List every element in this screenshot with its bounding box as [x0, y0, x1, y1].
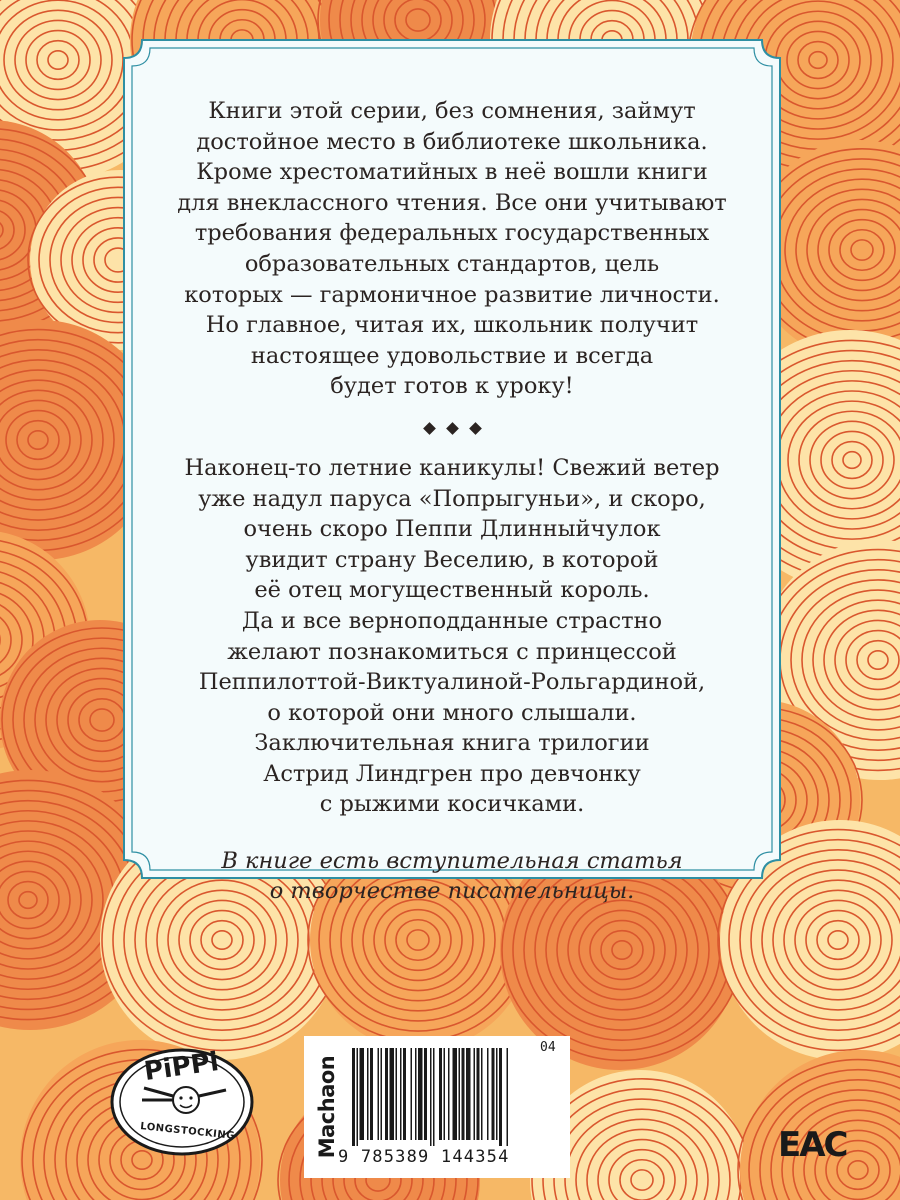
text-line: с рыжими косичками. — [319, 791, 585, 818]
text-line: Астрид Линдгрен про девчонку — [263, 760, 641, 787]
text-line: которых — гармоничное развитие личности. — [184, 281, 720, 308]
description-panel — [122, 38, 782, 905]
text-line: Пеппилоттой-Виктуалиной-Рольгардиной, — [198, 669, 706, 696]
series-intro-paragraph — [162, 96, 742, 402]
pippi-longstocking-badge — [104, 1040, 264, 1160]
text-line: о творчестве писательницы. — [269, 878, 635, 905]
isbn-barcode — [352, 1048, 566, 1146]
text-line: уже надул паруса «Попрыгуньи», и скоро, — [198, 485, 706, 512]
text-line: требования федеральных государственных — [194, 220, 710, 247]
text-line: Заключительная книга трилогии — [254, 730, 650, 757]
text-line: очень скоро Пеппи Длинныйчулок — [243, 516, 661, 543]
isbn-digits: 9 785389 144354 — [338, 1147, 510, 1167]
text-line: достойное место в библиотеке школьника. — [196, 128, 708, 155]
publisher-name: Machaon — [315, 1055, 339, 1159]
text-line: о которой они много слышали. — [267, 699, 637, 726]
badge-title: PiPPi — [142, 1046, 221, 1088]
text-line: В книге есть вступительная статья — [221, 848, 683, 875]
text-line: Кроме хрестоматийных в неё вошли книги — [196, 159, 708, 186]
text-line: Да и все верноподданные страстно — [241, 607, 663, 634]
intro-article-note — [162, 846, 742, 906]
description-text — [162, 96, 742, 906]
text-line: Книги этой серии, без сомнения, займут — [208, 98, 696, 124]
barcode-addon: 04 — [540, 1040, 556, 1055]
text-line: Наконец-то летние каникулы! Свежий ветер — [184, 454, 720, 481]
text-line: Но главное, читая их, школьник получит — [205, 312, 699, 339]
eac-mark-text: EAC — [778, 1125, 847, 1165]
text-line: её отец могущественный король. — [254, 577, 650, 604]
eac-certification-mark — [778, 1124, 847, 1166]
book-summary-paragraph — [162, 453, 742, 820]
text-line: будет готов к уроку! — [330, 373, 574, 400]
ornament-divider — [162, 424, 742, 433]
diamond-icon — [469, 422, 482, 435]
diamond-icon — [446, 422, 459, 435]
diamond-icon — [423, 422, 436, 435]
text-line: для внеклассного чтения. Все они учитывают — [177, 189, 727, 216]
text-line: увидит страну Веселию, в которой — [245, 546, 659, 573]
text-line: желают познакомиться с принцессой — [227, 638, 677, 665]
text-line: образовательных стандартов, цель — [244, 250, 660, 277]
text-line: настоящее удовольствие и всегда — [250, 342, 654, 369]
badge-subtitle: LONGSTOCKING — [139, 1121, 236, 1142]
